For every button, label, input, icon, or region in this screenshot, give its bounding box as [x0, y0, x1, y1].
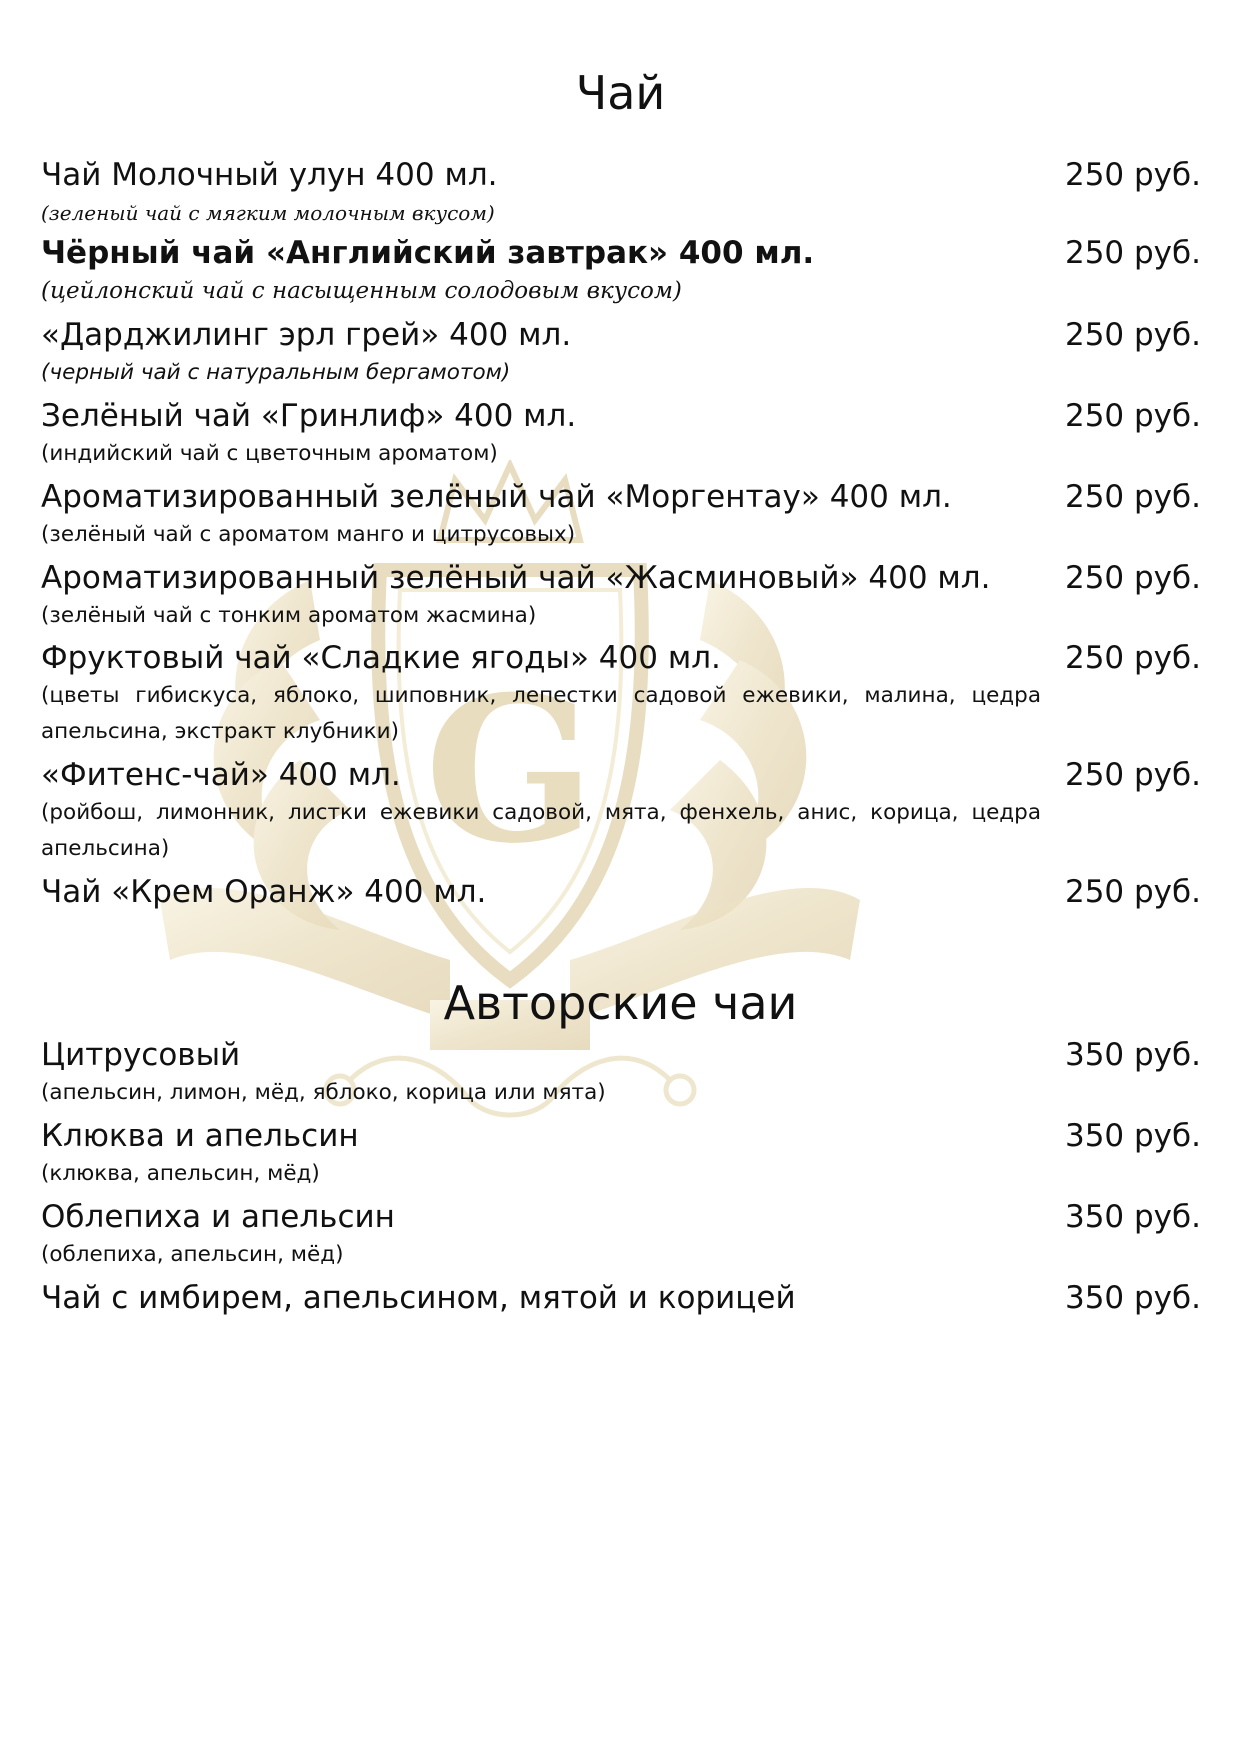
menu-item	[41, 638, 1201, 750]
menu-item	[41, 1116, 1201, 1192]
item-price: 350 руб.	[1064, 1118, 1201, 1154]
item-price: 250 руб.	[1064, 157, 1201, 193]
item-price: 350 руб.	[1064, 1199, 1201, 1235]
item-price: 250 руб.	[1064, 479, 1201, 515]
item-description: (цветы гибискуса, яблоко, шиповник, лепестки садовой ежевики, малина, цедра апельсина, экстракт клубники)	[41, 683, 1041, 744]
menu-item	[41, 1278, 1201, 1318]
crest-letter: G	[424, 653, 596, 888]
item-price: 350 руб.	[1064, 1037, 1201, 1073]
item-price: 350 руб.	[1064, 1280, 1201, 1316]
item-description: (зелёный чай с тонким ароматом жасмина)	[41, 603, 537, 628]
item-name: «Дарджилинг эрл грей» 400 мл.	[41, 317, 572, 353]
item-description: (клюква, апельсин, мёд)	[41, 1161, 320, 1186]
item-price: 250 руб.	[1064, 398, 1201, 434]
item-description-text: (ройбош, лимонник, листки ежевики садовой, мята, фенхель, анис, корица, цедра апельсина)	[41, 800, 1041, 861]
menu-item	[41, 396, 1201, 472]
menu-item	[41, 1035, 1201, 1111]
item-description: (черный чай с натуральным бергамотом)	[41, 360, 511, 385]
item-description: (зелёный чай с ароматом манго и цитрусовых)	[41, 522, 576, 547]
menu-item	[41, 558, 1201, 634]
item-price: 250 руб.	[1064, 757, 1201, 793]
menu-item	[41, 233, 1201, 309]
menu-item	[41, 477, 1201, 553]
item-name: «Фитенс-чай» 400 мл.	[41, 757, 401, 793]
menu-item	[41, 872, 1201, 912]
item-name: Клюква и апельсин	[41, 1118, 359, 1154]
item-description: (зеленый чай с мягким молочным вкусом)	[41, 201, 495, 225]
item-name: Облепиха и апельсин	[41, 1199, 395, 1235]
item-description: (облепиха, апельсин, мёд)	[41, 1242, 344, 1267]
item-description: (апельсин, лимон, мёд, яблоко, корица или мята)	[41, 1080, 606, 1105]
item-price: 250 руб.	[1064, 560, 1201, 596]
item-name: Чёрный чай «Английский завтрак» 400 мл.	[41, 235, 815, 271]
section-title-tea: Чай	[575, 66, 666, 120]
item-name: Ароматизированный зелёный чай «Моргентау» 400 мл.	[41, 479, 952, 515]
item-price: 250 руб.	[1064, 874, 1201, 910]
item-name: Цитрусовый	[41, 1037, 241, 1073]
item-name: Чай с имбирем, апельсином, мятой и корицей	[41, 1280, 796, 1316]
item-price: 250 руб.	[1064, 640, 1201, 676]
item-price: 250 руб.	[1064, 235, 1201, 271]
item-description: (цейлонский чай с насыщенным солодовым вкусом)	[41, 278, 682, 304]
item-name: Чай «Крем Оранж» 400 мл.	[41, 874, 487, 910]
menu-item	[41, 755, 1201, 867]
item-description: (индийский чай с цветочным ароматом)	[41, 441, 498, 466]
item-name: Ароматизированный зелёный чай «Жасминовый» 400 мл.	[41, 560, 991, 596]
item-name: Чай Молочный улун 400 мл.	[41, 157, 498, 193]
item-name: Фруктовый чай «Сладкие ягоды» 400 мл.	[41, 640, 721, 676]
menu-item	[41, 1197, 1201, 1273]
item-description	[41, 795, 1041, 867]
item-name: Зелёный чай «Гринлиф» 400 мл.	[41, 398, 577, 434]
section-title-signature-tea: Авторские чаи	[443, 976, 798, 1030]
menu-item	[41, 155, 1201, 231]
item-price: 250 руб.	[1064, 317, 1201, 353]
menu-item	[41, 315, 1201, 391]
